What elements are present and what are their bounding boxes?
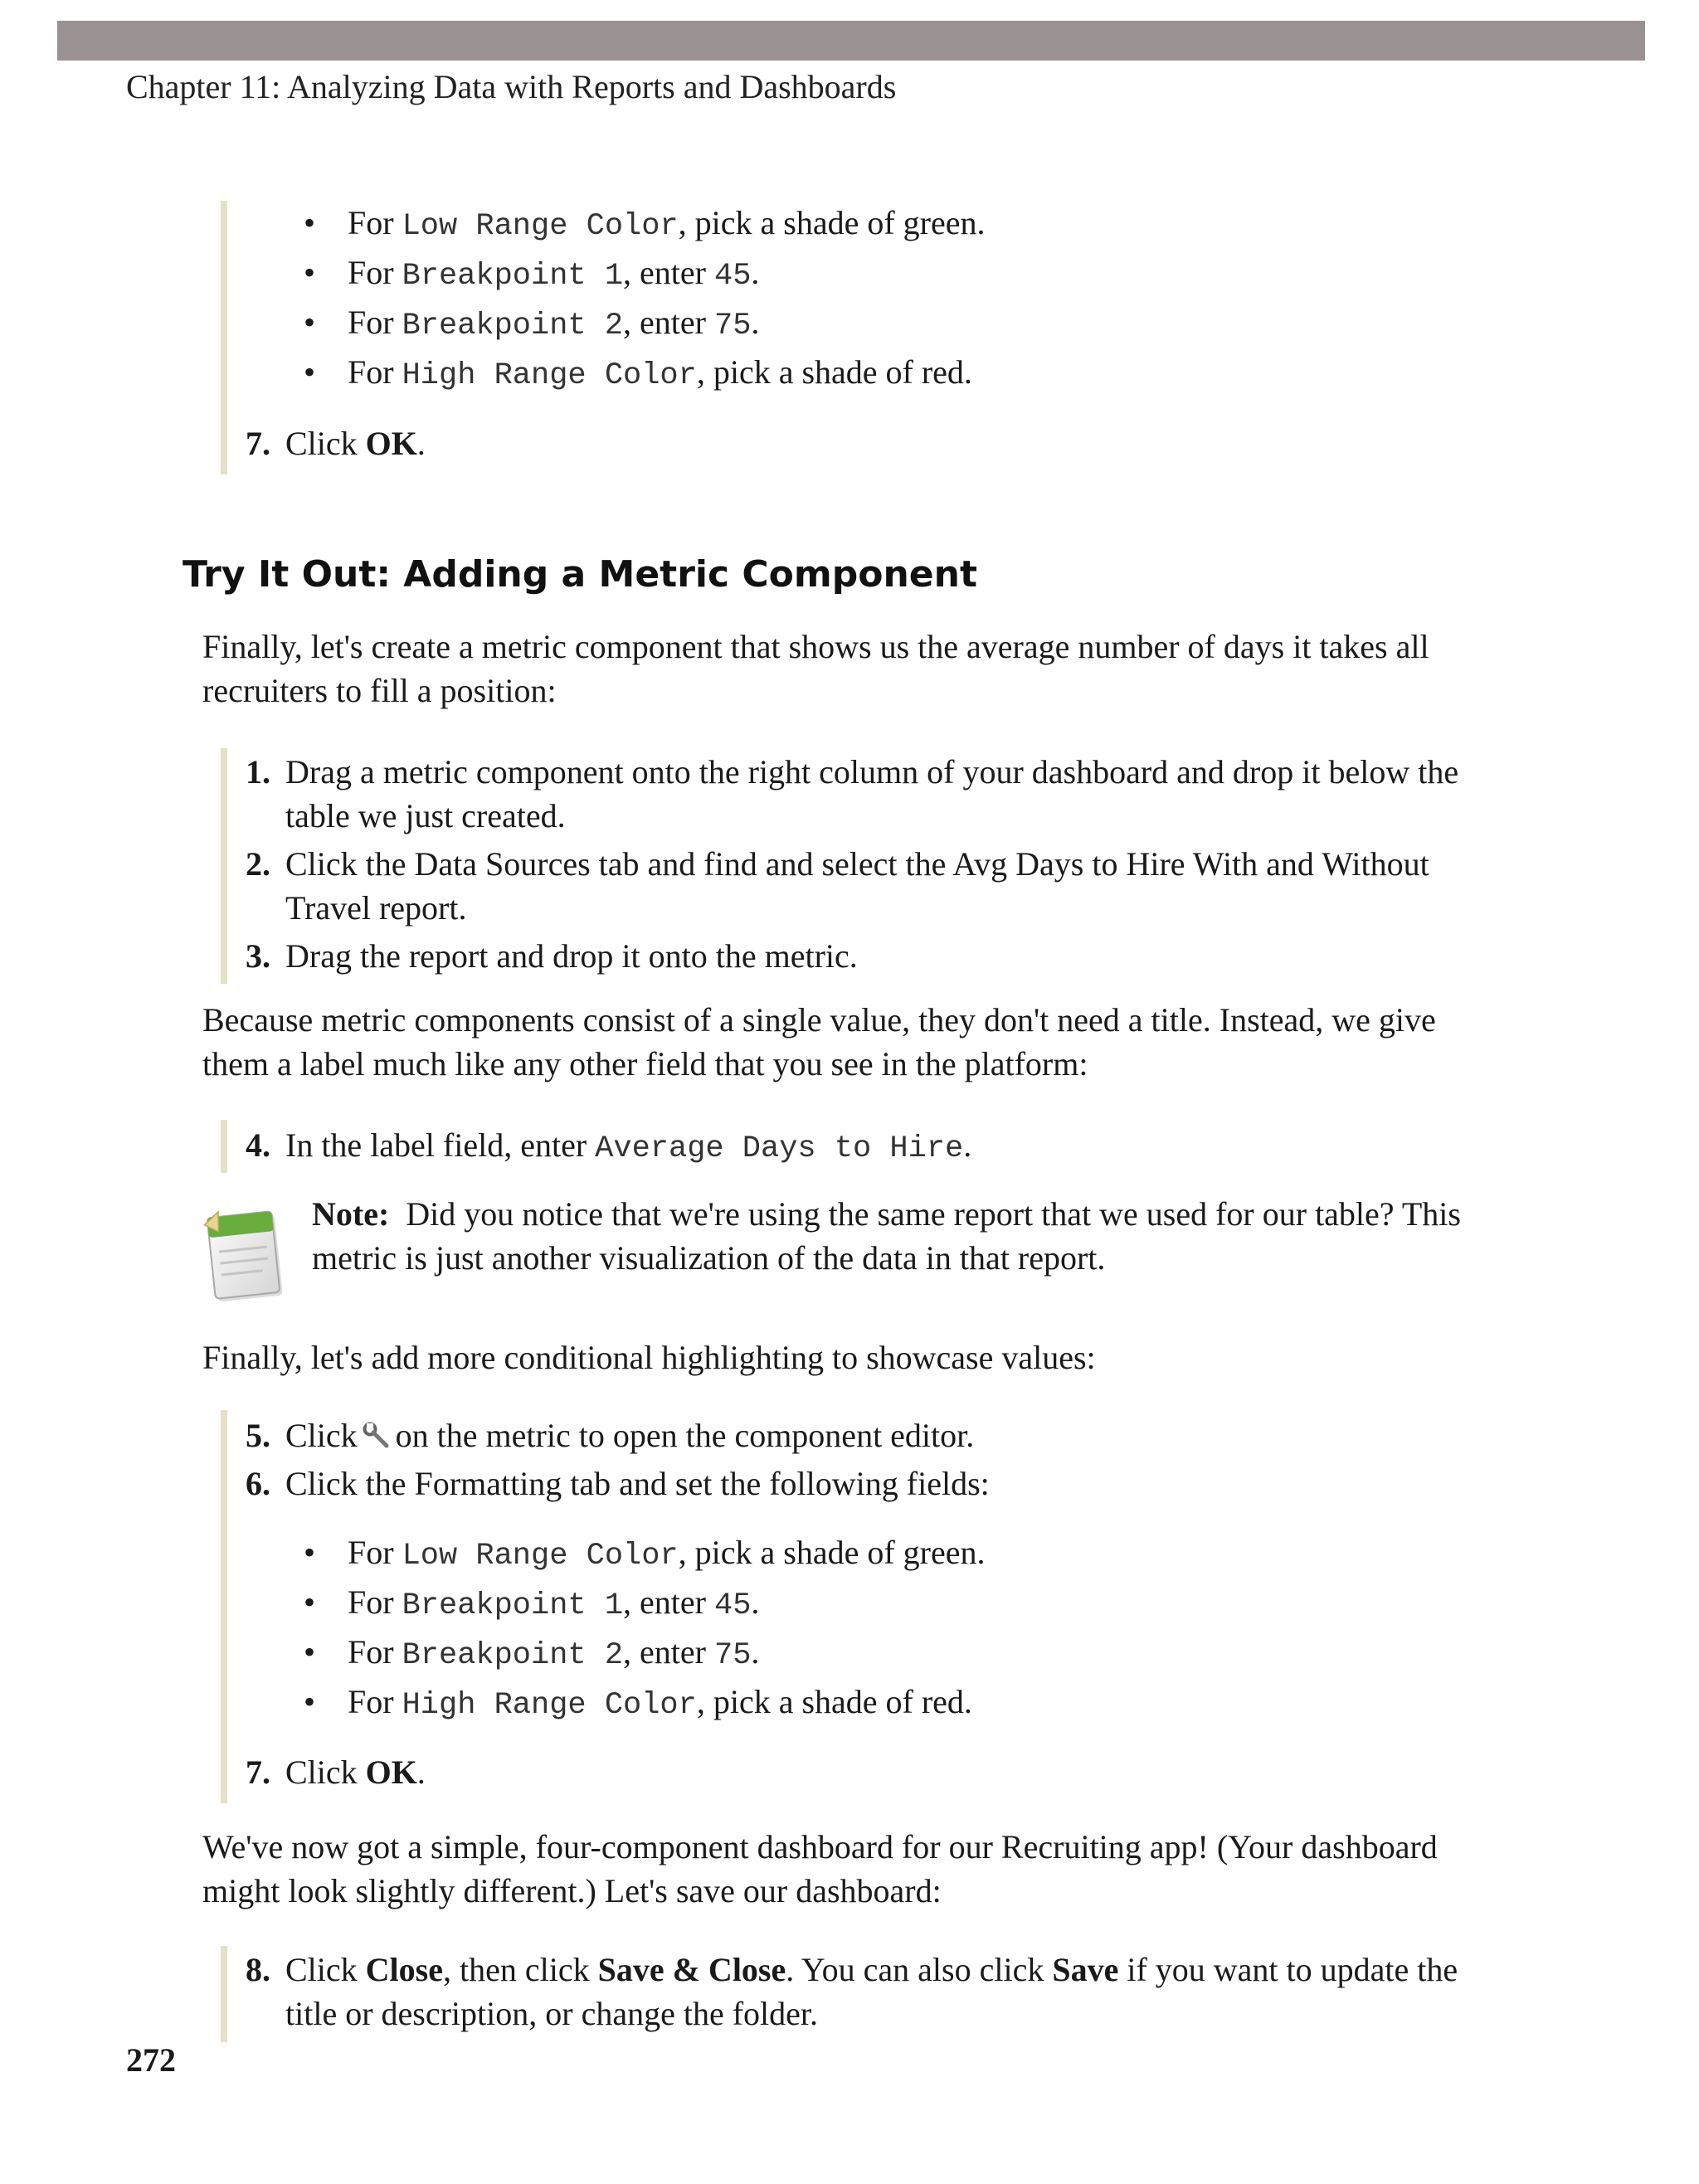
note: Note: Did you notice that we're using the same report that we used for our table? This metric is just another visualization of the data in that report. [312, 1195, 1461, 1277]
section-heading: Try It Out: Adding a Metric Component [183, 553, 978, 596]
label-paragraph: Because metric components consist of a single value, they don't need a title. Instead, we give them a label much like any other field that you see in the platform: [202, 1001, 1436, 1082]
save-paragraph: We've now got a simple, four-component dashboard for our Recruiting app! (Your dashboard might look slightly different.) Let's save our dashboard: [202, 1828, 1438, 1909]
steps-block-1-3: 1. Drag a metric component onto the right column of your dashboard and drop it below the table we just created. 2. Click the Data Sources tab and find and select the Avg Days to Hire With and Without Travel report. 3. Drag the report and drop it onto the metric. [221, 748, 227, 984]
running-header: Chapter 11: Analyzing Data with Reports and Dashboards [126, 68, 897, 105]
steps-block-8: 8. Click Close, then click Save & Close. You can also click Save if you want to update the title or description, or change the folder. [221, 1946, 227, 2042]
note-icon [202, 1201, 285, 1302]
intro-paragraph: Finally, let's create a metric component that shows us the average number of days it takes all recruiters to fill a position: [202, 628, 1429, 709]
header-bar [57, 21, 1645, 61]
steps-block-4: 4. In the label field, enter Average Days to Hire. [221, 1120, 227, 1173]
highlight-paragraph: Finally, let's add more conditional highlighting to showcase values: [202, 1339, 1096, 1376]
wrench-icon [363, 1422, 391, 1450]
page-number: 272 [126, 2041, 176, 2079]
steps-block-5-7: 5. Click on the metric to open the component editor. 6. Click the Formatting tab and set the following fields: • For Low Range Color, pick a shade of green. • For Breakpoint 1, enter 45. • For Breakpoint 2, enter 75. • For High Range Color, pick a shade of red. 7. Click OK. [221, 1410, 227, 1803]
steps-block-continued: • For Low Range Color, pick a shade of green. • For Breakpoint 1, enter 45. • For Breakpoint 2, enter 75. • For High Range Color, pick a shade of red. 7. Click OK. [221, 201, 227, 474]
